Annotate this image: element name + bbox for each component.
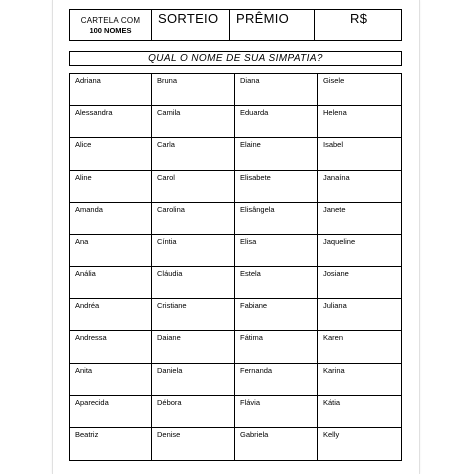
name-cell: Alessandra: [70, 106, 152, 138]
name-cell: Denise: [152, 428, 235, 460]
premio-cell: [230, 10, 315, 40]
name-cell: Ana: [70, 235, 152, 267]
header-table: [69, 9, 402, 41]
name-cell: Elaine: [235, 138, 318, 170]
name-cell: Carla: [152, 138, 235, 170]
name-cell: Carolina: [152, 203, 235, 235]
name-cell: Josiane: [318, 267, 401, 299]
cartela-cell: [70, 10, 152, 40]
name-cell: Elisângela: [235, 203, 318, 235]
name-cell: Isabel: [318, 138, 401, 170]
name-cell: Gisele: [318, 74, 401, 106]
name-cell: Aline: [70, 171, 152, 203]
name-cell: Janete: [318, 203, 401, 235]
name-cell: Helena: [318, 106, 401, 138]
name-cell: Amanda: [70, 203, 152, 235]
sorteio-label: SORTEIO: [158, 11, 219, 26]
cartela-line2: 100 NOMES: [89, 26, 132, 35]
name-cell: Anita: [70, 364, 152, 396]
name-cell: Cristiane: [152, 299, 235, 331]
name-cell: Fátima: [235, 331, 318, 363]
name-cell: Adriana: [70, 74, 152, 106]
name-cell: Jaqueline: [318, 235, 401, 267]
name-cell: Eduarda: [235, 106, 318, 138]
name-cell: Beatriz: [70, 428, 152, 460]
name-cell: Kátia: [318, 396, 401, 428]
sorteio-cell: [152, 10, 230, 40]
name-cell: Karina: [318, 364, 401, 396]
name-cell: Elisa: [235, 235, 318, 267]
name-cell: Alice: [70, 138, 152, 170]
name-cell: Débora: [152, 396, 235, 428]
name-cell: Diana: [235, 74, 318, 106]
name-cell: Elisabete: [235, 171, 318, 203]
name-cell: Janaína: [318, 171, 401, 203]
name-cell: Juliana: [318, 299, 401, 331]
name-cell: Andréa: [70, 299, 152, 331]
name-cell: Cláudia: [152, 267, 235, 299]
name-cell: Kelly: [323, 429, 340, 439]
cartela-line1: CARTELA COM: [80, 16, 141, 25]
name-cell: Karen: [318, 331, 401, 363]
currency-label: R$: [350, 11, 368, 26]
name-cell: Estela: [235, 267, 318, 299]
name-cell: Fabiane: [235, 299, 318, 331]
name-cell: Gabriela: [235, 428, 318, 460]
name-cell: Anália: [70, 267, 152, 299]
name-cell: Cíntia: [152, 235, 235, 267]
name-cell: Aparecida: [70, 396, 152, 428]
name-cell: Fernanda: [235, 364, 318, 396]
question-banner: QUAL O NOME DE SUA SIMPATIA?: [69, 51, 402, 66]
premio-label: PRÊMIO: [236, 11, 290, 26]
name-cell: Daiane: [152, 331, 235, 363]
names-grid: [69, 73, 402, 461]
currency-cell: [315, 10, 401, 40]
name-cell: Andressa: [70, 331, 152, 363]
name-cell: Bruna: [152, 74, 235, 106]
name-cell: Daniela: [152, 364, 235, 396]
name-cell: Carol: [152, 171, 235, 203]
name-cell: Camila: [152, 106, 235, 138]
name-cell: Flávia: [235, 396, 318, 428]
